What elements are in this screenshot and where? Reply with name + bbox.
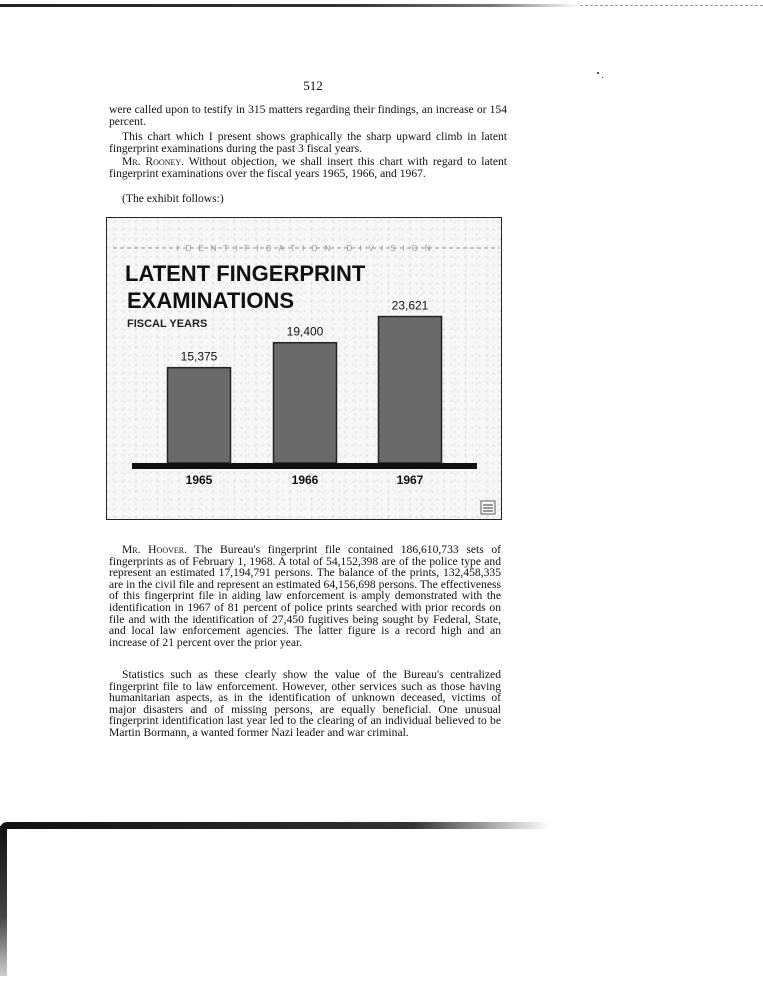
scan-edge-bottom xyxy=(0,822,550,829)
x-tick-label-1965: 1965 xyxy=(185,473,213,487)
bar-value-label-1967: 23,621 xyxy=(391,298,429,313)
bar-1967 xyxy=(379,317,442,463)
x-tick-label-1967: 1967 xyxy=(396,473,424,487)
bar-1965 xyxy=(168,368,231,463)
paragraph-statistics: Statistics such as these clearly show the value of the Bureau's centralized fingerprint file to law enforcement. However, other services such as those having humanitarian aspects, as in the identification of unknown deceased, victims of major disasters and of missing persons, are equally beneficial. One unusual fingerprint identification last year led to the clearing of an individual believed to be Martin Bormann, a wanted former Nazi leader and war criminal. xyxy=(109,668,501,739)
scan-speck xyxy=(602,77,603,78)
exhibit-chart xyxy=(106,217,502,520)
scan-edge-top-dashes xyxy=(580,5,763,6)
scan-edge-left xyxy=(0,826,7,976)
speaker-name: Mr. Hoover. xyxy=(122,543,187,556)
bar-1966 xyxy=(274,343,337,463)
page-number: 512 xyxy=(303,78,323,93)
paragraph-exhibit-note: (The exhibit follows:) xyxy=(122,192,224,205)
chart-banner: IDENTIFICATION DIVISION xyxy=(176,244,438,253)
bar-value-label-1966: 19,400 xyxy=(286,324,324,339)
chart-subtitle: FISCAL YEARS xyxy=(127,318,208,330)
chart-title-line1: LATENT FINGERPRINT xyxy=(125,261,366,286)
x-tick-label-1966: 1966 xyxy=(291,473,319,487)
bar-value-label-1965: 15,375 xyxy=(180,349,218,364)
paragraph-chart-intro: This chart which I present shows graphically the sharp upward climb in latent fingerprint examinations during the past 3 fiscal years. xyxy=(109,130,507,155)
speaker-text: The Bureau's fingerprint file contained 186,610,733 sets of fingerprints as of February 1, 1968. A total of 54,152,398 are of the police type and represent an estimated 17,194,791 persons. The balance of the prints, 132,458,335 are in the civil file and represent an estimated 64,156,698 persons. The effectiveness of this fingerprint file in aiding law enforcement is amply demonstrated with the identification in 1967 of 81 percent of police prints searched with prior records on file and with the identification of 27,450 fugitives being sought by Federal, State, and local law enforcement agencies. The latter figure is a record high and an increase of 21 percent over the prior year. xyxy=(109,543,501,649)
chart-baseline xyxy=(132,463,477,469)
chart-title-line2: EXAMINATIONS xyxy=(127,288,295,313)
speaker-name: Mr. Rooney. xyxy=(122,155,185,168)
paragraph-hoover xyxy=(109,544,501,648)
bars-group xyxy=(168,299,442,463)
scan-edge-top xyxy=(0,4,580,7)
paragraph-continuation: were called upon to testify in 315 matters regarding their findings, an increase or 154 percent. xyxy=(109,103,507,128)
scan-speck xyxy=(597,72,599,74)
corner-logo-icon xyxy=(481,501,495,514)
paragraph-rooney xyxy=(109,156,507,179)
x-axis-labels xyxy=(186,473,424,487)
chart-svg xyxy=(107,218,502,520)
speaker-text: Without objection, we shall insert this chart with regard to latent fingerprint examinations over the fiscal years 1965, 1966, and 1967. xyxy=(109,155,507,180)
